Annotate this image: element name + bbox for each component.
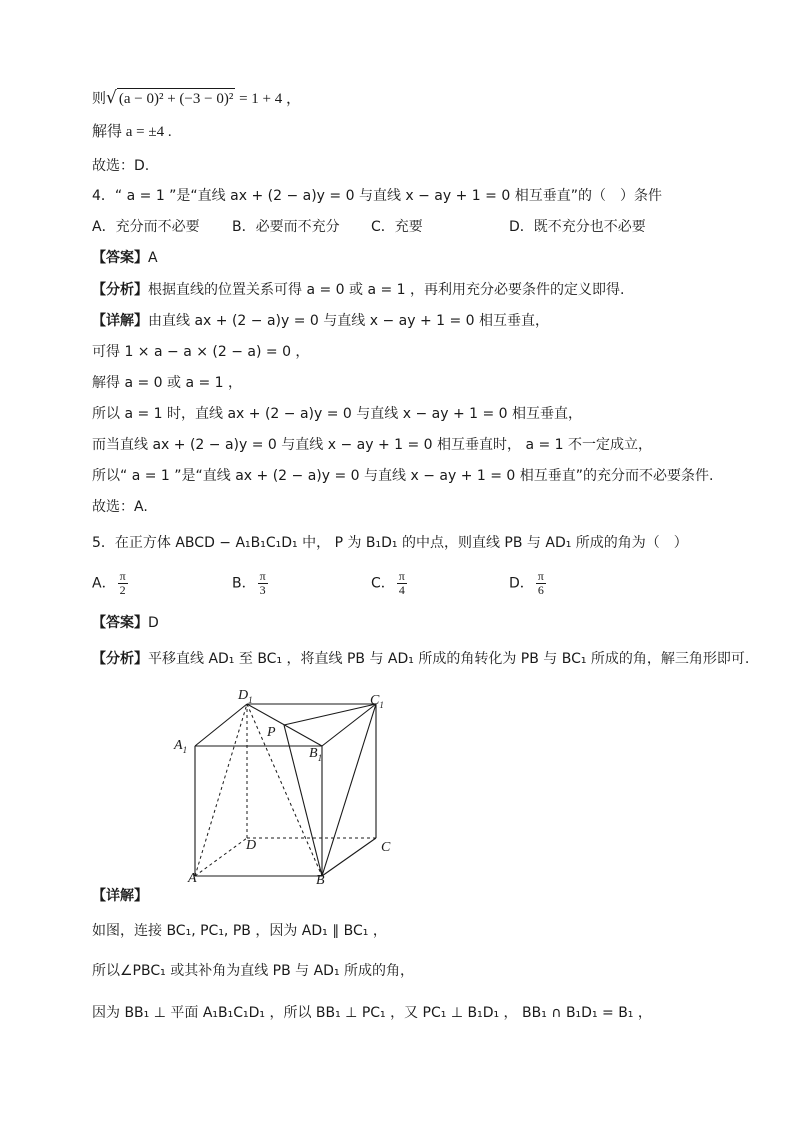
edge-b-c — [322, 838, 376, 876]
q5-analysis — [92, 649, 749, 669]
hidden-segment-a-d1 — [195, 704, 247, 876]
q4-analysis — [92, 280, 624, 300]
fraction-denominator: 6 — [537, 583, 544, 597]
fraction-numerator: π — [259, 569, 266, 583]
q5-analysis-text: 平移直线 AD₁ 至 BC₁ ，将直线 PB 与 AD₁ 所成的角转化为 PB 与 BC₁ 所成的角，解三角形即可. — [148, 651, 750, 667]
q4-detail-line-5: 所以“ a = 1 ”是“直线 ax + (2 − a)y = 0 与直线 x − ay + 1 = 0 相互垂直”的充分而不必要条件. — [92, 468, 714, 484]
line-2: 解得 a = ±4 . — [92, 124, 172, 140]
hidden-segment-d1-b — [247, 704, 322, 876]
q4-detail-tag: 【详解】 — [92, 313, 148, 329]
q4-detail-text: 由直线 ax + (2 − a)y = 0 与直线 x − ay + 1 = 0 相互垂直， — [148, 313, 550, 329]
q4-answer-value: A — [148, 250, 158, 266]
q5-option-b — [232, 570, 268, 597]
segment-b-c1 — [322, 704, 376, 876]
fraction-numerator: π — [537, 569, 544, 583]
q5-option-a-fraction — [118, 570, 128, 597]
q5-stem: 5．在正方体 ABCD − A₁B₁C₁D₁ 中， P 为 B₁D₁ 的中点，则直线 PB 与 AD₁ 所成的角为（ ） — [92, 535, 688, 551]
line-1-suffix: = 1 + 4 ， — [235, 91, 301, 107]
q4-detail-line-6: 故选：A. — [92, 499, 148, 515]
fraction-numerator: π — [398, 569, 405, 583]
q4-detail-line-2: 解得 a = 0 或 a = 1 ， — [92, 375, 243, 391]
q4-answer — [92, 248, 158, 268]
fraction-denominator: 4 — [398, 583, 405, 597]
label-b1: $B_1$ — [309, 746, 323, 763]
sqrt-icon: √ — [106, 88, 117, 108]
line-1-radicand: (a − 0)² + (−3 − 0)² — [117, 88, 235, 109]
label-a1: $A_1$ — [174, 738, 188, 755]
q4-detail-line-1: 可得 1 × a − a × (2 − a) = 0 ， — [92, 344, 310, 360]
q5-detail-tag: 【详解】 — [92, 888, 148, 904]
label-b: B — [316, 873, 325, 886]
q5-option-a — [92, 570, 128, 597]
q4-answer-tag: 【答案】 — [92, 250, 148, 266]
q5-answer — [92, 613, 159, 633]
q5-detail-line-2: 所以∠PBC₁ 或其补角为直线 PB 与 AD₁ 所成的角， — [92, 963, 415, 979]
label-a: A — [188, 871, 197, 886]
cube-figure — [170, 686, 410, 886]
q5-option-c-label: C． — [371, 575, 395, 592]
q5-analysis-tag: 【分析】 — [92, 651, 148, 667]
q4-analysis-text: 根据直线的位置关系可得 a = 0 或 a = 1 ，再利用充分必要条件的定义即得. — [148, 282, 625, 298]
label-c1: $C_1$ — [370, 693, 384, 710]
q5-option-a-label: A． — [92, 575, 116, 592]
label-c: C — [381, 840, 391, 855]
q5-option-b-label: B． — [232, 575, 256, 592]
label-p: P — [267, 725, 276, 740]
q5-option-c-fraction — [397, 570, 407, 597]
fraction-numerator: π — [119, 569, 126, 583]
q5-detail — [92, 886, 148, 906]
line-1 — [92, 88, 301, 109]
label-d: D — [246, 838, 257, 853]
q5-option-b-fraction — [258, 570, 268, 597]
q4-detail — [92, 311, 549, 331]
label-d1: $D_1$ — [238, 688, 253, 705]
q4-option-b: B．必要而不充分 — [232, 219, 340, 235]
q5-option-d-label: D． — [509, 575, 534, 592]
fraction-denominator: 2 — [119, 583, 126, 597]
q4-option-c: C．充要 — [371, 219, 423, 235]
q4-stem: 4．“ a = 1 ”是“直线 ax + (2 − a)y = 0 与直线 x − ay + 1 = 0 相互垂直”的（ ）条件 — [92, 188, 662, 204]
edge-a1-d1 — [195, 704, 247, 746]
hidden-edge-a-d — [195, 838, 247, 876]
q5-answer-value: D — [148, 615, 159, 631]
q5-option-d-fraction — [536, 570, 546, 597]
q4-analysis-tag: 【分析】 — [92, 282, 148, 298]
fraction-denominator: 3 — [259, 583, 266, 597]
q5-answer-tag: 【答案】 — [92, 615, 148, 631]
q5-option-d — [509, 570, 546, 597]
q5-detail-line-1: 如图，连接 BC₁, PC₁, PB ，因为 AD₁ ∥ BC₁ ， — [92, 923, 387, 939]
q5-option-c — [371, 570, 407, 597]
q4-option-a: A．充分而不必要 — [92, 219, 200, 235]
q5-detail-line-3: 因为 BB₁ ⊥ 平面 A₁B₁C₁D₁ ，所以 BB₁ ⊥ PC₁ ，又 PC₁ ⊥ B₁D₁ ， BB₁ ∩ B₁D₁ = B₁ ， — [92, 1005, 652, 1021]
line-3: 故选：D. — [92, 158, 150, 174]
line-1-prefix: 则 — [92, 91, 106, 107]
q4-detail-line-4: 而当直线 ax + (2 − a)y = 0 与直线 x − ay + 1 = 0 相互垂直时， a = 1 不一定成立， — [92, 437, 653, 453]
q4-detail-line-3: 所以 a = 1 时，直线 ax + (2 − a)y = 0 与直线 x − ay + 1 = 0 相互垂直， — [92, 406, 583, 422]
q4-option-d: D．既不充分也不必要 — [509, 219, 646, 235]
